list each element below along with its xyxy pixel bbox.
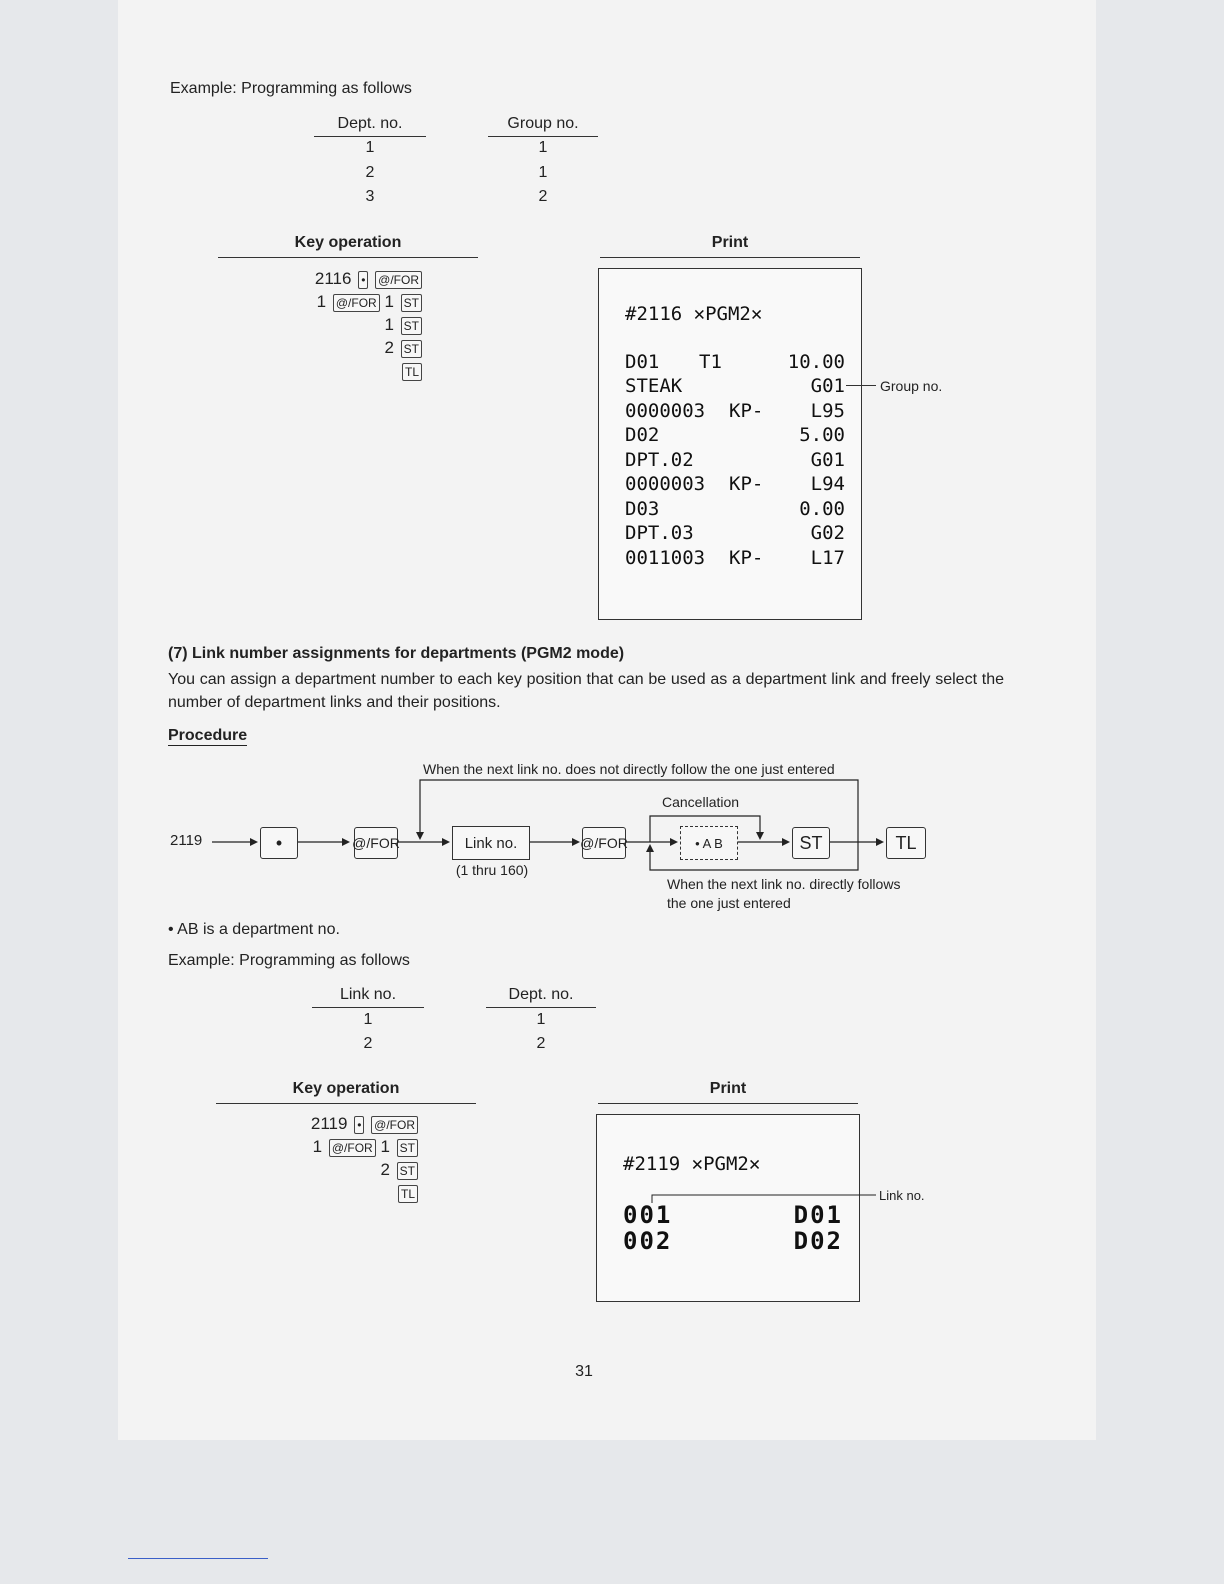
- bottom-loop-note-2: the one just entered: [667, 895, 791, 911]
- bottom-loop-note-1: When the next link no. directly follows: [667, 876, 901, 892]
- example2-col2-header: Dept. no.: [508, 986, 574, 1003]
- example2-row1-dept: 1: [536, 1011, 546, 1028]
- st-key: ST: [792, 827, 830, 859]
- link-no-box: Link no.: [452, 826, 530, 860]
- for-key: @/FOR: [371, 1116, 418, 1134]
- example1-col2-header: Group no.: [507, 115, 579, 132]
- footnote: • AB is a department no.: [168, 921, 340, 938]
- cancellation-note: Cancellation: [662, 794, 740, 810]
- flow-start-code: 2119: [170, 832, 203, 849]
- example1-row2-dept: 2: [365, 164, 375, 181]
- example1-row3-group: 2: [538, 188, 548, 205]
- for-key-2: @/FOR: [582, 827, 626, 859]
- example2-col1-header: Link no.: [339, 986, 397, 1003]
- for-key: @/FOR: [354, 827, 398, 859]
- for-key: @/FOR: [333, 294, 380, 312]
- dot-key: •: [358, 271, 368, 289]
- receipt1-title: #2116 ✕PGM2✕: [625, 303, 763, 325]
- keyop1-block: 2116 • @/FOR 1 @/FOR 1 ST 1 ST 2 ST TL: [250, 267, 422, 382]
- keyop1-header: Key operation: [294, 234, 402, 251]
- link-callout: Link no.: [879, 1188, 925, 1203]
- group-callout: Group no.: [880, 378, 943, 394]
- example1-intro: Example: Programming as follows: [170, 80, 412, 97]
- for-key: @/FOR: [329, 1139, 376, 1157]
- st-key: ST: [401, 340, 422, 358]
- ab-box: • A B: [680, 826, 738, 860]
- example1-row2-group: 1: [538, 164, 548, 181]
- link-range: (1 thru 160): [455, 862, 529, 878]
- print1-header: Print: [711, 234, 749, 251]
- example2-row1-link: 1: [363, 1011, 373, 1028]
- receipt-1: #2116 ✕PGM2✕ D01 T1 10.00 STEAK G01 0000003 KP- L95 D02 5.00 DPT.02 G01 0000003 KP- L94 D03 0.00 DPT.03 G02 0011003 KP- L17: [598, 268, 862, 620]
- example2-intro: Example: Programming as follows: [168, 952, 410, 969]
- keyop2-block: 2119 • @/FOR 1 @/FOR 1 ST 2 ST TL: [246, 1112, 418, 1204]
- receipt-2: #2119 ✕PGM2✕ 001 D01 002 D02: [596, 1114, 860, 1302]
- for-key: @/FOR: [375, 271, 422, 289]
- example2-row2-link: 2: [363, 1035, 373, 1052]
- example1-row1-dept: 1: [365, 139, 375, 156]
- receipt1-group-value: G01: [810, 375, 845, 397]
- bottom-link-underline[interactable]: [128, 1558, 268, 1559]
- tl-key: TL: [402, 363, 422, 381]
- example1-col1-header: Dept. no.: [337, 115, 403, 132]
- tl-key: TL: [398, 1185, 418, 1203]
- top-loop-note: When the next link no. does not directly follow the one just entered: [423, 761, 835, 777]
- receipt2-title: #2119 ✕PGM2✕: [623, 1153, 761, 1175]
- tl-key: TL: [886, 827, 926, 859]
- example1-row1-group: 1: [538, 139, 548, 156]
- page-number: 31: [575, 1363, 593, 1380]
- example2-row2-dept: 2: [536, 1035, 546, 1052]
- st-key: ST: [401, 294, 422, 312]
- procedure-label: Procedure: [168, 727, 248, 744]
- st-key: ST: [397, 1162, 418, 1180]
- keyop2-header: Key operation: [292, 1080, 400, 1097]
- st-key: ST: [401, 317, 422, 335]
- dot-key: •: [260, 827, 298, 859]
- section7-body: You can assign a department number to each key position that can be used as a department link and freely select the number of department links and their positions.: [168, 671, 1004, 711]
- section7-heading: (7) Link number assignments for departments (PGM2 mode): [168, 645, 625, 662]
- example1-row3-dept: 3: [365, 188, 375, 205]
- print2-header: Print: [709, 1080, 747, 1097]
- dot-key: •: [354, 1116, 364, 1134]
- st-key: ST: [397, 1139, 418, 1157]
